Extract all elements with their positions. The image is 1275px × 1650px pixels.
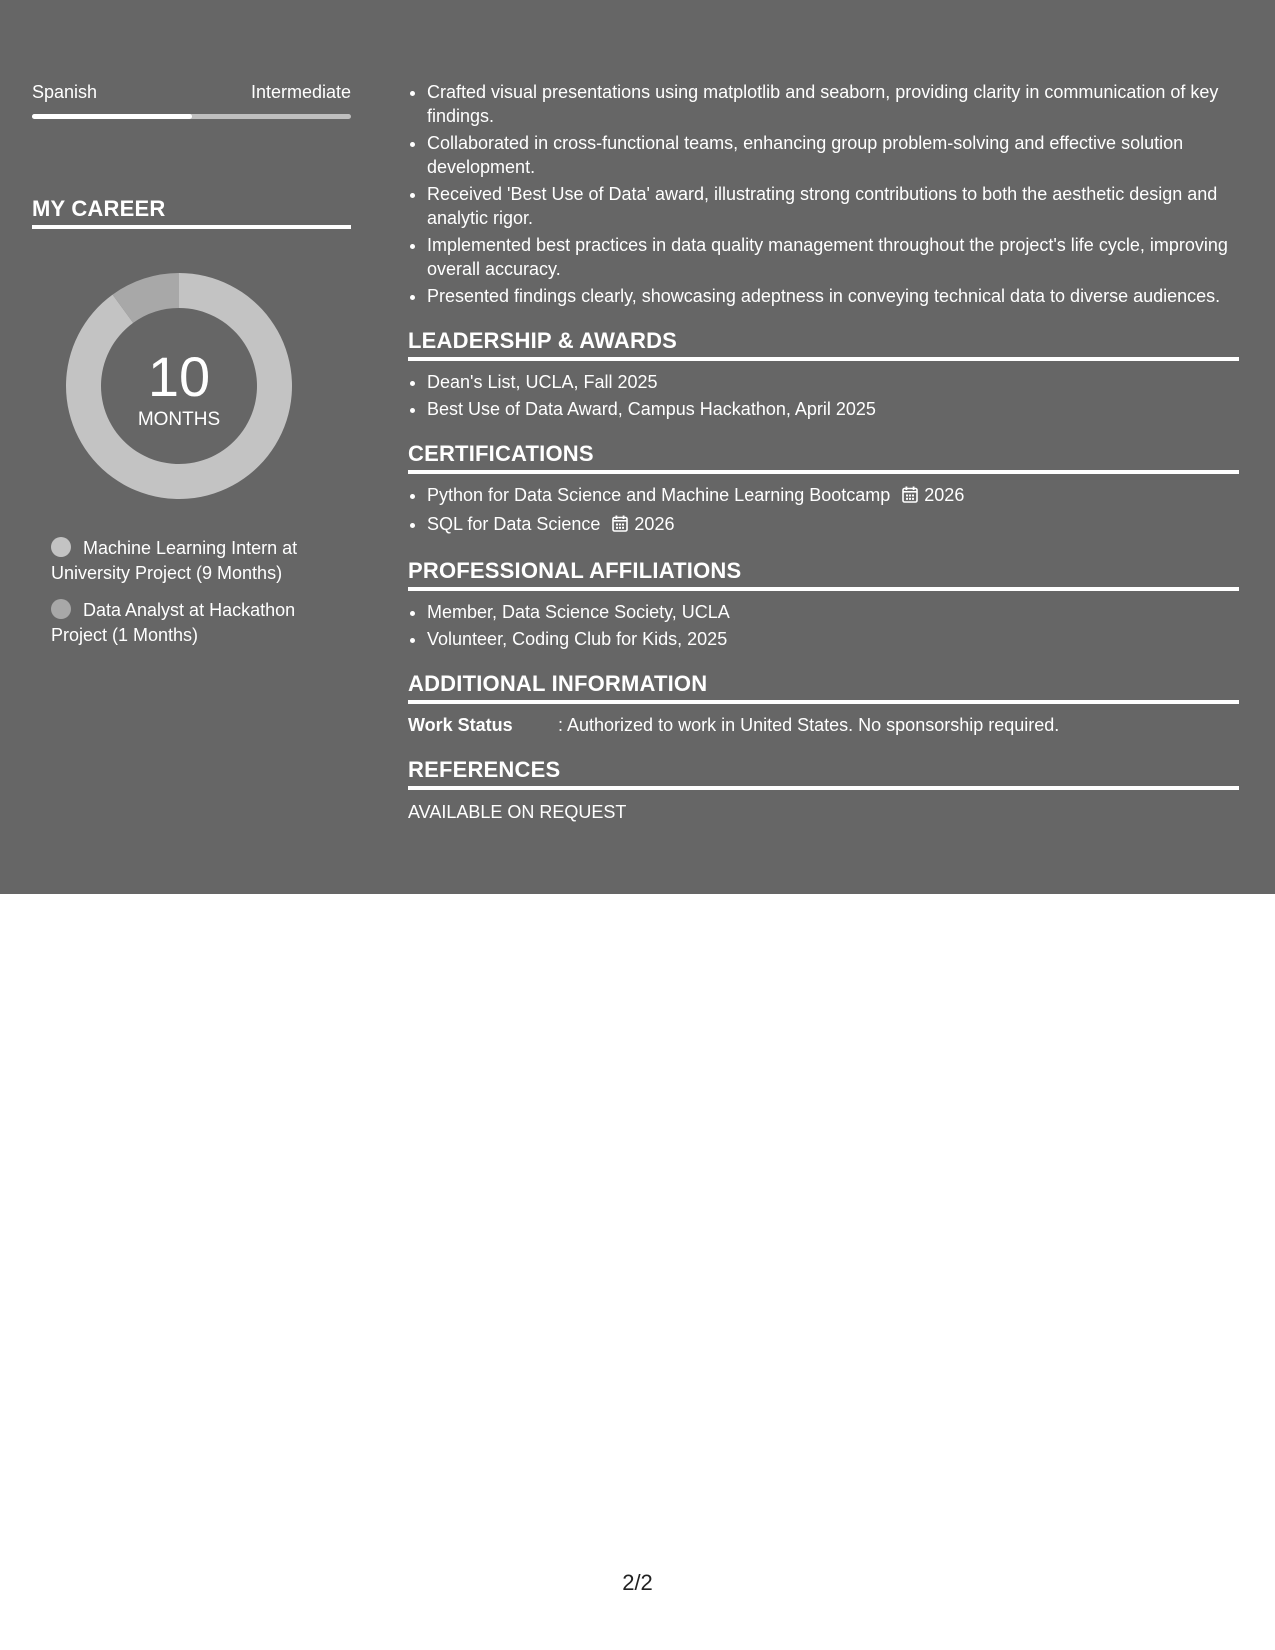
career-legend-label: Machine Learning Intern at University Project (9 Months) [51,538,298,583]
career-total-unit: MONTHS [137,409,221,430]
work-status-value: : Authorized to work in United States. No sponsorship required. [558,715,1060,735]
language-proficiency-fill [32,114,192,119]
leadership-item: • Dean's List, UCLA, Fall 2025 [427,370,1239,394]
career-legend-item [51,536,341,586]
references-section-title: REFERENCES [408,757,1239,790]
certification-item [427,512,1239,538]
certifications-list [408,483,1239,538]
leadership-section-title: LEADERSHIP & AWARDS [408,328,1239,361]
legend-dot-icon [51,599,71,619]
work-status-label: Work Status [408,715,513,735]
experience-bullet: • Collaborated in cross-functional teams, enhancing group problem-solving and effective solution development. [427,131,1239,179]
calendar-icon [612,514,628,538]
leadership-list [408,370,1239,421]
experience-bullet: • Crafted visual presentations using matplotlib and seaborn, providing clarity in communication of key findings. [427,80,1239,128]
calendar-icon [902,485,918,509]
right-column [408,80,1239,824]
leadership-item: • Best Use of Data Award, Campus Hackathon, April 2025 [427,397,1239,421]
experience-bullet: • Presented findings clearly, showcasing adeptness in conveying technical data to diverse audiences. [427,284,1239,308]
career-section-title: MY CAREER [32,196,351,229]
career-legend [51,536,341,660]
certification-item [427,483,1239,509]
additional-info-section-title: ADDITIONAL INFORMATION [408,671,1239,704]
experience-bullet-list [408,80,1239,308]
affiliations-section-title: PROFESSIONAL AFFILIATIONS [408,558,1239,591]
career-donut-chart [66,273,292,499]
affiliations-list [408,600,1239,651]
career-total-value: 10 [147,345,211,408]
affiliation-item: • Volunteer, Coding Club for Kids, 2025 [427,627,1239,651]
certifications-section-title: CERTIFICATIONS [408,441,1239,474]
legend-dot-icon [51,537,71,557]
affiliation-item: • Member, Data Science Society, UCLA [427,600,1239,624]
language-proficiency-bar [32,114,351,119]
career-legend-item [51,598,341,648]
certification-year: 2026 [924,485,965,505]
references-text: AVAILABLE ON REQUEST [408,802,627,822]
certification-year: 2026 [634,514,675,534]
page-number: 2/2 [622,1570,653,1595]
experience-bullet: • Implemented best practices in data quality management throughout the project's life cycle, improving overall accuracy. [427,233,1239,281]
career-legend-label: Data Analyst at Hackathon Project (1 Months) [51,600,296,645]
certification-name: SQL for Data Science [427,514,601,534]
experience-bullet: • Received 'Best Use of Data' award, illustrating strong contributions to both the aesthetic design and analytic rigor. [427,182,1239,230]
certification-name: Python for Data Science and Machine Learning Bootcamp [427,485,891,505]
language-name: Spanish [32,82,98,102]
language-row [32,82,351,104]
work-status-row [408,713,1239,737]
language-level: Intermediate [250,82,351,102]
